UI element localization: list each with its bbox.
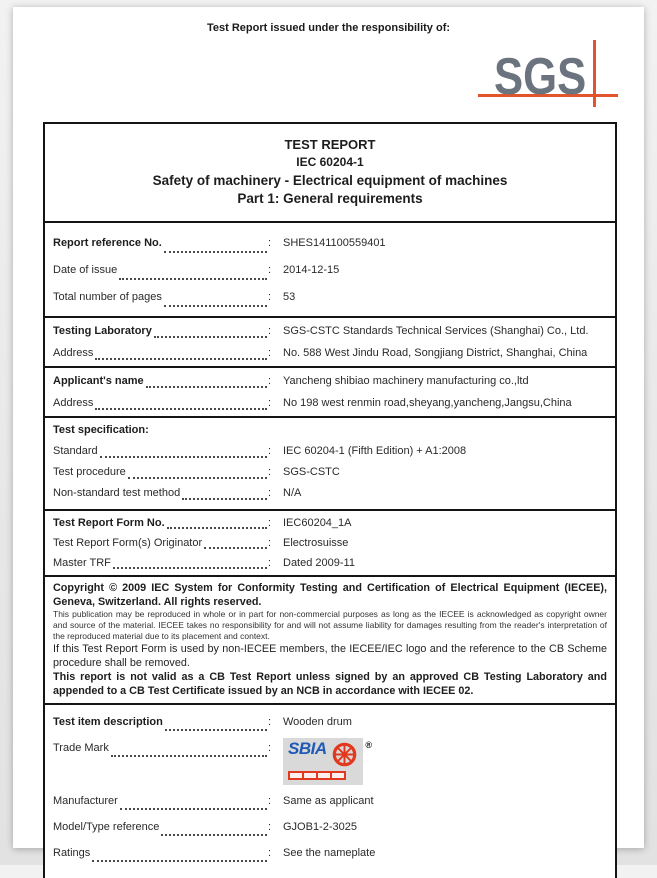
dotted-leader xyxy=(113,567,267,569)
row-trade-mark xyxy=(45,735,615,788)
section-copyright xyxy=(45,575,615,703)
dotted-leader xyxy=(164,305,267,307)
copyright-validity-notice: This report is not valid as a CB Test Report unless signed by an approved CB Testing Laboratory and appended to a CB Test Certificate issued by an NCB in accordance with IECEE 02. xyxy=(53,671,607,697)
field-label: Master TRF xyxy=(53,557,111,569)
report-subtitle: Safety of machinery - Electrical equipment of machines xyxy=(152,173,508,188)
copyright-fine-print: This publication may be reproduced in whole or in part for non-commercial purposes as long as the IECEE is acknowledged as copyright owner and source of the material. IECEE takes no responsibility for and will not assume liability for damages resulting from the reader's interpretation of the reproduced material due to its placement and context. xyxy=(53,609,607,641)
colon: : xyxy=(267,397,271,409)
field-label: Applicant's name xyxy=(53,375,144,387)
colon: : xyxy=(267,375,271,387)
field-value: IEC 60204-1 (Fifth Edition) + A1:2008 xyxy=(283,445,467,457)
field-label: Trade Mark xyxy=(53,742,109,754)
row-applicant-address xyxy=(45,392,615,414)
report-part: Part 1: General requirements xyxy=(237,191,423,206)
field-label: Non-standard test method xyxy=(53,487,181,499)
field-value: SGS-CSTC xyxy=(283,466,340,478)
field-value: 53 xyxy=(283,291,296,303)
field-label: Report reference No. xyxy=(53,237,162,249)
dotted-leader xyxy=(120,808,267,810)
row-trf-no xyxy=(45,513,615,533)
row-test-procedure xyxy=(45,462,615,483)
dotted-leader xyxy=(146,386,267,388)
colon: : xyxy=(267,716,271,728)
test-report-table xyxy=(43,122,617,878)
reel-wheel-icon xyxy=(332,742,357,767)
field-value: No. 588 West Jindu Road, Songjiang District, Shanghai, China xyxy=(283,347,588,359)
trademark-red-banner xyxy=(288,771,346,780)
field-label: Model/Type reference xyxy=(53,821,160,833)
field-value: Wooden drum xyxy=(283,716,352,728)
field-value: Yancheng shibiao machinery manufacturing co.,ltd xyxy=(283,375,529,387)
dotted-leader xyxy=(100,456,267,458)
trademark-logo xyxy=(283,738,372,785)
sgs-logo-text: SGS xyxy=(494,48,587,107)
row-report-reference-no xyxy=(45,230,615,257)
dotted-leader xyxy=(204,547,267,549)
row-manufacturer xyxy=(45,788,615,814)
test-specification-heading: Test specification: xyxy=(53,424,149,436)
field-value: N/A xyxy=(283,487,302,499)
row-total-pages xyxy=(45,284,615,311)
section-reference xyxy=(45,221,615,316)
dotted-leader xyxy=(95,408,267,410)
registered-trademark-icon: ® xyxy=(365,740,372,750)
field-value: Electrosuisse xyxy=(283,537,349,549)
field-value: See the nameplate xyxy=(283,847,376,859)
colon: : xyxy=(267,847,271,859)
field-label: Test procedure xyxy=(53,466,126,478)
dotted-leader xyxy=(161,834,267,836)
row-test-item-description xyxy=(45,709,615,735)
dotted-leader xyxy=(128,477,267,479)
field-label: Test Report Form(s) Originator xyxy=(53,537,203,549)
dotted-leader xyxy=(164,251,267,253)
colon: : xyxy=(267,487,271,499)
row-model-type-reference xyxy=(45,814,615,840)
section-testing-laboratory xyxy=(45,316,615,366)
dotted-leader xyxy=(111,755,267,757)
colon: : xyxy=(267,325,271,337)
row-date-of-issue xyxy=(45,257,615,284)
section-test-item xyxy=(45,703,615,878)
field-label: Testing Laboratory xyxy=(53,325,152,337)
field-label: Test item description xyxy=(53,716,163,728)
row-master-trf xyxy=(45,553,615,573)
row-non-standard-method xyxy=(45,483,615,504)
report-title-block xyxy=(45,124,615,221)
colon: : xyxy=(267,445,271,457)
row-testing-laboratory xyxy=(45,320,615,342)
colon: : xyxy=(267,821,271,833)
section-test-report-form xyxy=(45,509,615,575)
field-value: SHES141100559401 xyxy=(283,237,386,249)
field-value: Dated 2009-11 xyxy=(283,557,355,569)
colon: : xyxy=(267,795,271,807)
field-label: Ratings xyxy=(53,847,91,859)
field-value: Same as applicant xyxy=(283,795,374,807)
section-applicant xyxy=(45,366,615,416)
sgs-logo xyxy=(478,40,618,110)
colon: : xyxy=(267,517,271,529)
field-label: Standard xyxy=(53,445,98,457)
section-test-specification xyxy=(45,416,615,509)
dotted-leader xyxy=(119,278,267,280)
field-value: 2014-12-15 xyxy=(283,264,340,276)
dotted-leader xyxy=(154,336,267,338)
field-value: No 198 west renmin road,sheyang,yancheng,Jangsu,China xyxy=(283,397,572,409)
dotted-leader xyxy=(95,358,267,360)
dotted-leader xyxy=(165,729,267,731)
field-value: SGS-CSTC Standards Technical Services (Shanghai) Co., Ltd. xyxy=(283,325,589,337)
field-value: IEC60204_1A xyxy=(283,517,352,529)
field-label: Address xyxy=(53,347,94,359)
row-applicant-name xyxy=(45,370,615,392)
field-label: Manufacturer xyxy=(53,795,118,807)
field-label: Test Report Form No. xyxy=(53,517,165,529)
field-label: Total number of pages xyxy=(53,291,162,303)
colon: : xyxy=(267,557,271,569)
field-label: Address xyxy=(53,397,94,409)
row-laboratory-address xyxy=(45,342,615,364)
field-value: GJOB1-2-3025 xyxy=(283,821,357,833)
row-ratings xyxy=(45,840,615,866)
colon: : xyxy=(267,291,271,303)
colon: : xyxy=(267,264,271,276)
colon: : xyxy=(267,742,271,754)
copyright-removal-note: If this Test Report Form is used by non-IECEE members, the IECEE/IEC logo and the reference to the CB Scheme procedure shall be removed. xyxy=(53,643,607,669)
row-standard xyxy=(45,441,615,462)
issuer-line: Test Report issued under the responsibility of: xyxy=(206,22,451,34)
colon: : xyxy=(267,537,271,549)
colon: : xyxy=(267,466,271,478)
dotted-leader xyxy=(167,527,267,529)
row-trf-originator xyxy=(45,533,615,553)
field-label: Date of issue xyxy=(53,264,118,276)
sgs-logo-vertical-line xyxy=(593,40,596,107)
copyright-bold-notice: Copyright © 2009 IEC System for Conformity Testing and Certification of Electrical Equipment (IECEE), Geneva, Switzerland. All rights reserved. xyxy=(53,582,607,608)
report-page xyxy=(13,7,644,859)
report-standard: IEC 60204-1 xyxy=(296,155,364,169)
dotted-leader xyxy=(92,860,267,862)
colon: : xyxy=(267,237,271,249)
trademark-text: SBIA xyxy=(288,739,327,758)
dotted-leader xyxy=(182,498,267,500)
report-title: TEST REPORT xyxy=(284,137,376,152)
colon: : xyxy=(267,347,271,359)
